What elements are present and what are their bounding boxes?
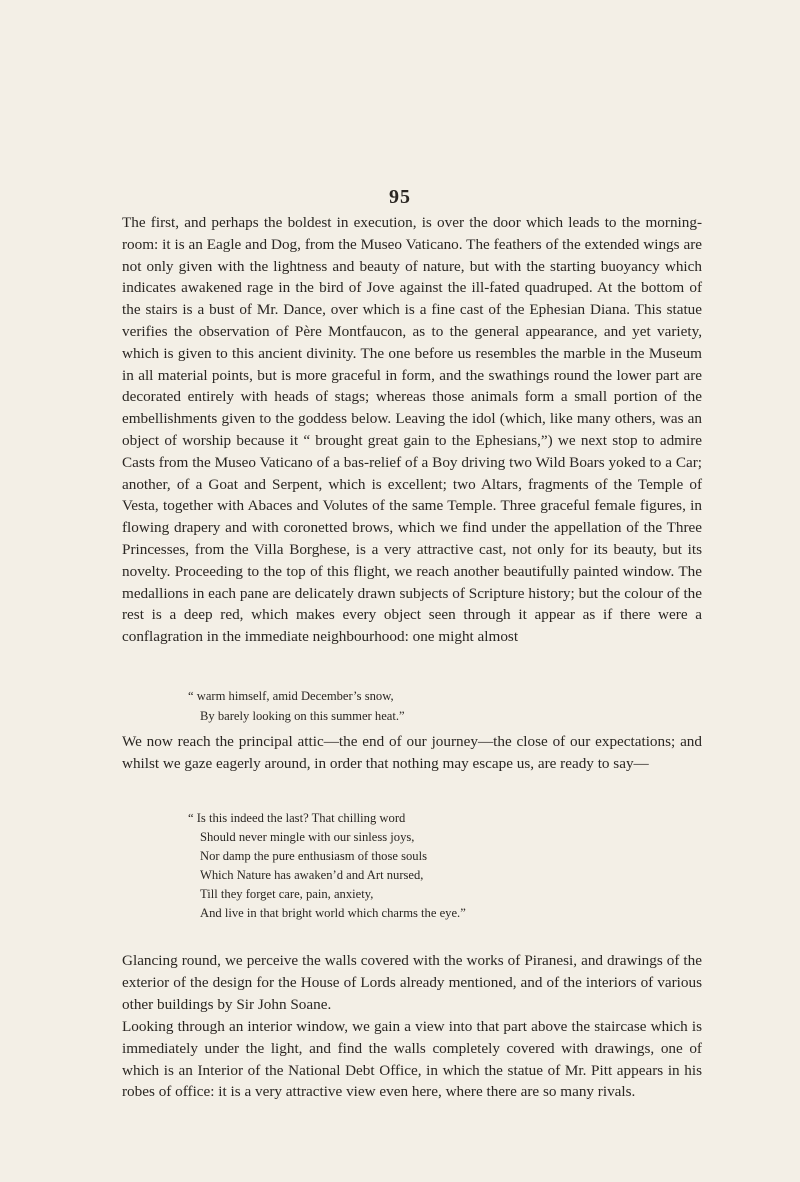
verse-quotation xyxy=(188,809,466,923)
paragraph-text: Glancing round, we perceive the walls covered with the works of Piranesi, and drawings of the exterior of the design for the House of Lords already mentioned, and of the interiors of various other buildings by Sir John Soane. xyxy=(122,952,702,1013)
body-paragraph xyxy=(122,1016,702,1103)
verse-line: And live in that bright world which charms the eye.” xyxy=(200,906,466,920)
verse-line: “ Is this indeed the last? That chilling word xyxy=(188,811,406,825)
body-paragraph xyxy=(122,212,702,648)
verse-line: Till they forget care, pain, anxiety, xyxy=(200,887,374,901)
body-paragraph xyxy=(122,731,702,775)
verse-line: Should never mingle with our sinless joys, xyxy=(200,830,415,844)
verse-line: “ warm himself, amid December’s snow, xyxy=(188,689,394,703)
paragraph-text: The first, and perhaps the boldest in execution, is over the door which leads to the morning-room: it is an Eagle and Dog, from the Museo Vaticano. The feathers of the extended wings are not only given with the lightness and beauty of nature, but with the starting buoyancy which indicates awakened rage in the bird of Jove against the ill-fated quadruped. At the bottom of the stairs is a bust of Mr. Dance, over which is a fine cast of the Ephesian Diana. This statue verifies the observation of Père Montfaucon, as to the general appearance, and yet variety, which is given to this ancient divinity. The one before us resembles the marble in the Museum in all material points, but is more graceful in form, and the swathings round the lower part are decorated entirely with heads of stags; whereas those animals form a small portion of the embellishments given to the goddess below. Leaving the idol (which, like many others, was an object of worship because it “ brought great gain to the Ephesians,”) we next stop to admire Casts from the Museo Vaticano of a bas-relief of a Boy driving two Wild Boars yoked to a Car; another, of a Goat and Serpent, which is excellent; two Altars, fragments of the Temple of Vesta, together with Abaces and Volutes of the same Temple. Three graceful female figures, in flowing drapery and with coronetted brows, which we find under the appellation of the Three Princesses, from the Villa Borghese, is a very attractive cast, not only for its beauty, but its novelty. Proceeding to the top of this flight, we reach another beautifully painted window. The medallions in each pane are delicately drawn subjects of Scripture history; but the colour of the rest is a deep red, which makes every object seen through it appear as if there were a conflagration in the immediate neighbourhood: one might almost xyxy=(122,214,702,646)
verse-line: Nor damp the pure enthusiasm of those souls xyxy=(200,849,428,863)
verse-quotation xyxy=(188,687,405,726)
paragraph-text: We now reach the principal attic—the end of our journey—the close of our expectations; and whilst we gaze eagerly around, in order that nothing may escape us, are ready to say— xyxy=(122,733,702,772)
page-number: 95 xyxy=(389,186,411,208)
verse-line: By barely looking on this summer heat.” xyxy=(200,708,405,723)
body-paragraph xyxy=(122,950,702,1015)
paragraph-text: Looking through an interior window, we gain a view into that part above the staircase which is immediately under the light, and find the walls completely covered with drawings, one of which is an Interior of the National Debt Office, in which the statue of Mr. Pitt appears in his robes of office: it is a very attractive view even here, where there are so many rivals. xyxy=(122,1018,702,1101)
verse-line: Which Nature has awaken’d and Art nursed, xyxy=(200,868,424,882)
